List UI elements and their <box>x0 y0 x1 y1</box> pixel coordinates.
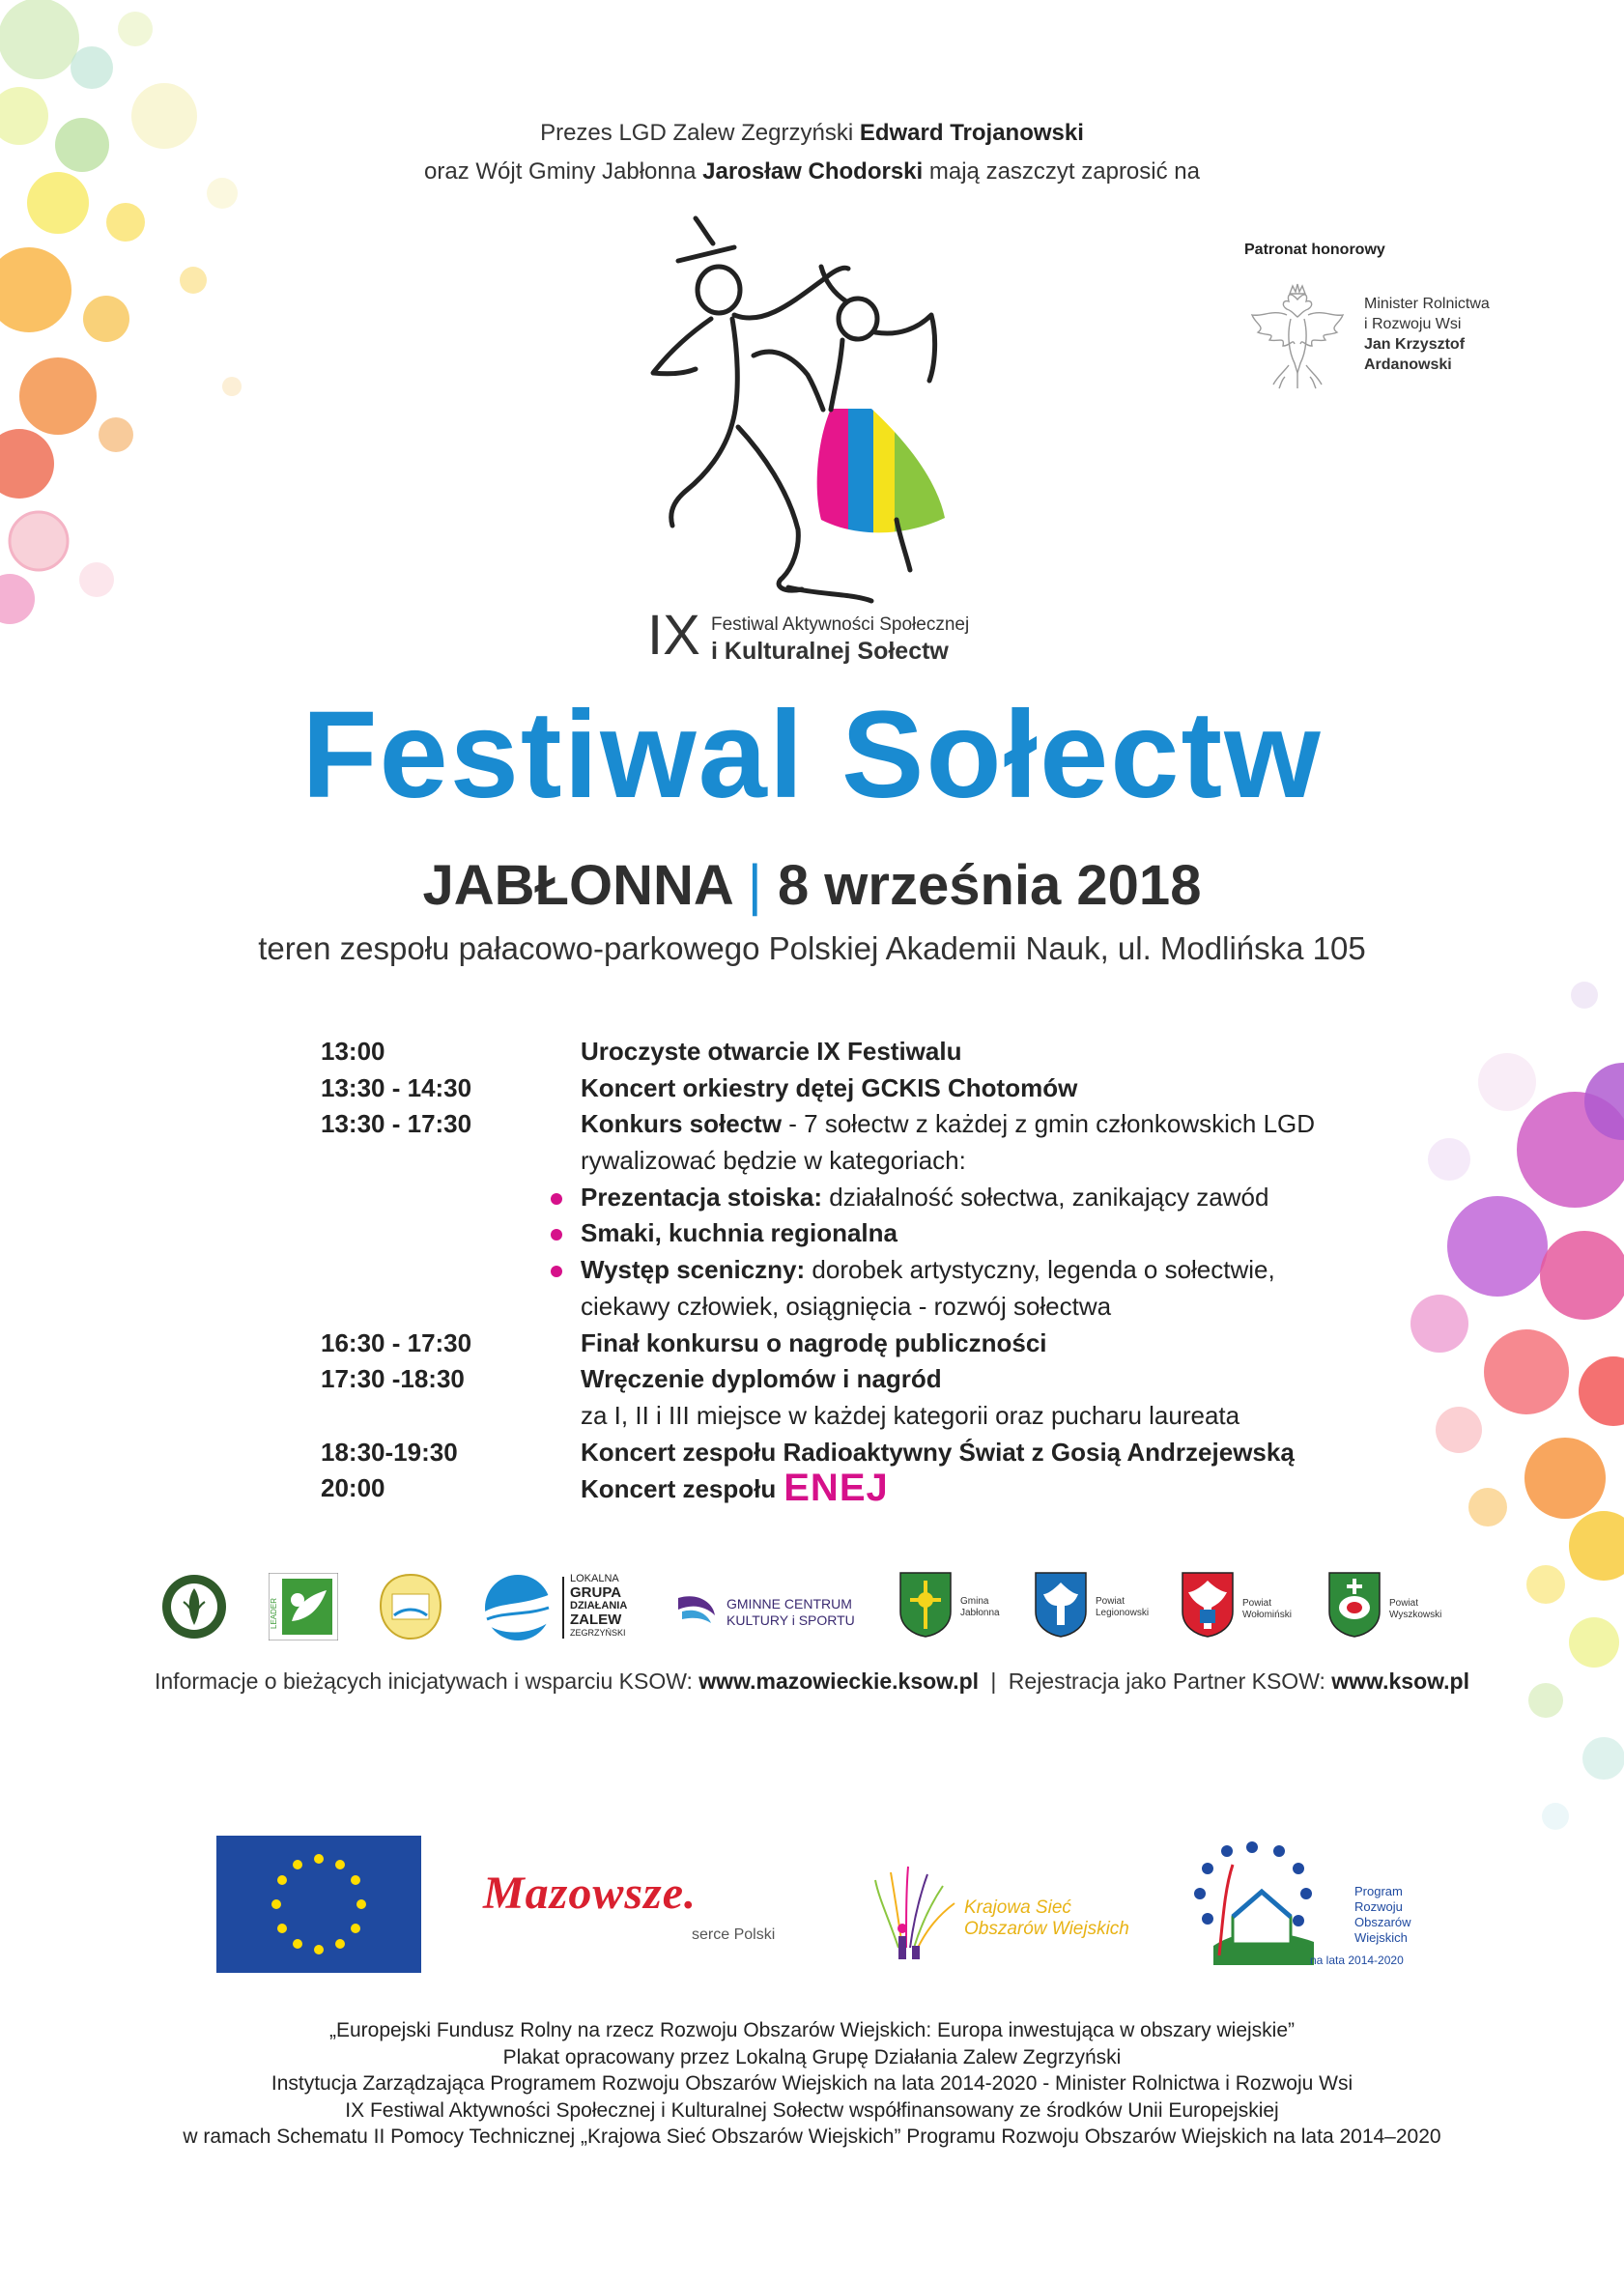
intro-line-2: oraz Wójt Gminy Jabłonna Jarosław Chodorski mają zaszczyt zaprosić na <box>424 158 1200 185</box>
schedule-time: 13:30 - 17:30 <box>321 1109 472 1139</box>
partner-logos <box>155 1573 1488 1650</box>
event-place: JABŁONNA <box>422 854 732 917</box>
powiat-wolominski-label: Powiat Wołomiński <box>1242 1598 1292 1620</box>
schedule-row: rywalizować będzie w kategoriach: <box>581 1146 966 1176</box>
prow-logo-text: Program Rozwoju Obszarów Wiejskich <box>1354 1884 1411 1945</box>
schedule-row: 13:30 - 14:30 Koncert orkiestry dętej GCKIS Chotomów <box>321 1070 1383 1107</box>
polish-eagle-icon <box>1244 280 1351 391</box>
festival-logo-line-1: Festiwal Aktywności Społecznej <box>711 614 970 635</box>
lgd-crest-icon <box>379 1573 442 1640</box>
schedule-row: ciekawy człowiek, osiągnięcia - rozwój sołectwa <box>581 1291 1112 1321</box>
patronage-text: Minister Rolnictwa i Rozwoju Wsi Jan Krzysztof Ardanowski <box>1364 296 1490 373</box>
event-venue: teren zespołu pałacowo-parkowego Polskiej Akademii Nauk, ul. Modlińska 105 <box>258 930 1366 966</box>
powiat-wyszkowski-label: Powiat Wyszkowski <box>1389 1598 1442 1620</box>
event-separator: | <box>747 854 762 917</box>
bullet-icon <box>551 1266 562 1277</box>
footer-text: „Europejski Fundusz Rolny na rzecz Rozwoju Obszarów Wiejskich: Europa inwestująca w obszary wiejskie” Plakat opracowany przez Lokalną Grupę Działania Zalew Zegrzyński Instytucja Zarządzająca Programem Rozwoju Obszarów Wiejskich na lata 2014-2020 - Minister Rolnictwa i Rozwoju Wsi IX Festiwal Aktywności Społecznej i Kulturalnej Sołectw współfinansowany ze środków Unii Europejskiej w ramach Schematu II Pomocy Technicznej „Krajowa Sieć Obszarów Wiejskich” Programu Rozwoju Obszarów Wiejskich na lata 2014–2020 <box>183 2019 1441 2148</box>
ksow-link[interactable]: www.ksow.pl <box>1331 1669 1469 1694</box>
patronage-title: Patronat honorowy <box>1244 242 1385 258</box>
president-name: Edward Trojanowski <box>859 120 1084 146</box>
intro-text <box>0 114 1624 191</box>
divider <box>562 1577 564 1639</box>
dancing-couple-logo <box>618 211 985 616</box>
schedule-time: 16:30 - 17:30 <box>321 1327 472 1357</box>
prow-years: na lata 2014-2020 <box>1310 1954 1404 1967</box>
schedule-row: 18:30-19:30 Koncert zespołu Radioaktywny Świat z Gosią Andrzejewską <box>321 1435 1383 1471</box>
schedule-time: 20:00 <box>321 1473 385 1503</box>
schedule-row: 13:00 Uroczyste otwarcie IX Festiwalu <box>321 1034 1383 1070</box>
schedule-row: 16:30 - 17:30 Finał konkursu o nagrodę publiczności <box>321 1326 1383 1362</box>
powiat-wolominski-crest-icon <box>1181 1571 1235 1639</box>
bullet-icon <box>551 1229 562 1241</box>
gmina-jablonna-label: Gmina Jabłonna <box>960 1596 1000 1618</box>
ksow-logo-text: Krajowa Sieć Obszarów Wiejskich <box>964 1897 1129 1939</box>
lgd-zalew-text: LOKALNA GRUPA DZIAŁANIA ZALEW ZEGRZYŃSKI <box>570 1573 628 1638</box>
event-date: 8 września 2018 <box>777 854 1202 917</box>
gcks-text: GMINNE CENTRUM KULTURY i SPORTU <box>727 1596 855 1628</box>
program-schedule <box>321 1034 1383 1510</box>
powiat-legionowski-crest-icon <box>1034 1571 1088 1639</box>
schedule-row-category: Występ sceniczny: dorobek artystyczny, legenda o sołectwie, <box>321 1252 1383 1289</box>
schedule-time: 18:30-19:30 <box>321 1437 458 1467</box>
schedule-row: za I, II i III miejsce w każdej kategorii oraz pucharu laureata <box>581 1400 1240 1430</box>
mazowsze-tagline: serce Polski <box>692 1926 776 1943</box>
mazowsze-logo: Mazowsze. <box>483 1868 698 1919</box>
ministry-seal-icon <box>160 1573 228 1640</box>
powiat-wyszkowski-crest-icon <box>1327 1571 1382 1639</box>
schedule-row: 17:30 -18:30 Wręczenie dyplomów i nagród <box>321 1361 1383 1398</box>
main-title: Festiwal Sołectw <box>301 686 1323 824</box>
leader-logo-icon <box>269 1573 338 1640</box>
mayor-name: Jarosław Chodorski <box>702 158 924 185</box>
ksow-logo-icon <box>869 1861 966 1967</box>
headliner-enej: ENEJ <box>784 1467 889 1510</box>
ksow-mazowieckie-link[interactable]: www.mazowieckie.ksow.pl <box>698 1669 980 1694</box>
schedule-row: 13:30 - 17:30 Konkurs sołectw - 7 sołectw z każdej z gmin członkowskich LGD <box>321 1106 1383 1143</box>
ksow-info: Informacje o bieżących inicjatywach i wsparciu KSOW: www.mazowieckie.ksow.pl | Rejestracja jako Partner KSOW: www.ksow.pl <box>155 1669 1469 1694</box>
event-date-place <box>0 852 1624 920</box>
schedule-time: 17:30 -18:30 <box>321 1364 465 1394</box>
schedule-row: 20:00 Koncert zespołu ENEJ <box>321 1467 889 1510</box>
powiat-legionowski-label: Powiat Legionowski <box>1096 1596 1150 1618</box>
honorary-patronage <box>1244 242 1534 406</box>
schedule-row-category: Prezentacja stoiska: działalność sołectwa, zanikający zawód <box>321 1180 1383 1216</box>
schedule-row-category: Smaki, kuchnia regionalna <box>321 1215 1383 1252</box>
edition-number: IX <box>647 604 700 667</box>
minister-name: Jan Krzysztof <box>1364 336 1466 353</box>
funder-logos <box>0 1826 1624 1981</box>
schedule-time: 13:00 <box>321 1037 385 1066</box>
eu-flag-icon <box>216 1836 421 1973</box>
svg-text:LEADER: LEADER <box>270 1597 278 1629</box>
gmina-jablonna-crest-icon <box>898 1571 953 1639</box>
intro-line-1: Prezes LGD Zalew Zegrzyński Edward Trojanowski <box>540 120 1084 146</box>
lgd-zalew-wave-icon <box>483 1573 553 1642</box>
bullet-icon <box>551 1193 562 1205</box>
gcks-swoosh-icon <box>674 1588 719 1627</box>
festival-logo-text <box>647 604 1034 676</box>
festival-logo-line-2: i Kulturalnej Sołectw <box>711 638 949 665</box>
schedule-time: 13:30 - 14:30 <box>321 1072 472 1102</box>
